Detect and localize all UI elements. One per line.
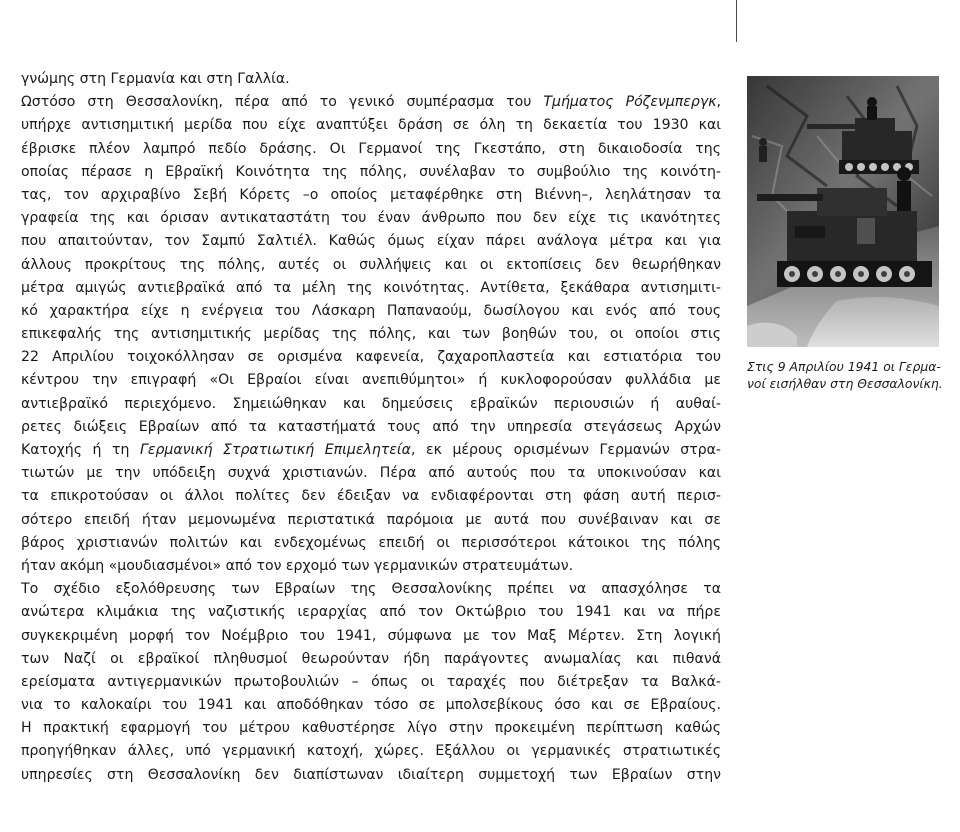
text-segment: ερείσματα αντιγερμανικών πρωτοβουλιών – όπως οι ταραχές που διέτρεξαν τα Βαλκά- (21, 673, 721, 690)
text-line (21, 764, 721, 787)
text-line (21, 717, 721, 740)
text-segment: υπήρχε αντισημιτική μερίδα που είχε αναπτύξει δράση σε όλη τη δεκαετία του 1930 και (21, 117, 721, 134)
text-segment: κέντρου την επιγραφή «Οι Εβραίοι είναι ανεπιθύμητοι» ή κυκλοφορούσαν φυλλάδια με (21, 372, 721, 389)
text-line (21, 207, 721, 230)
text-line (21, 439, 721, 462)
text-segment: που απαιτούνταν, τον Σαμπύ Σαλτιέλ. Καθώς όμως είχαν πάρει ανάλογα μέτρα και για (21, 233, 721, 250)
text-line (21, 323, 721, 346)
text-line (21, 393, 721, 416)
text-segment: μέτρα αμιγώς αντιεβραϊκά από τα μέλη της κοινότητας. Αντίθετα, ξεκάθαρα αντισημιτι- (21, 279, 721, 296)
text-segment: ανώτερα κλιμάκια της ναζιστικής ιεραρχίας από τον Οκτώβριο του 1941 και να πήρε (21, 604, 721, 621)
text-line (21, 625, 721, 648)
text-segment: αντιεβραϊκό περιεχόμενο. Σημειώθηκαν και δημεύσεις εβραϊκών περιουσιών ή αυθαί- (21, 395, 721, 412)
text-segment: γραφεία της και όρισαν αντικαταστάτη του έναν άνθρωπο που δεν είχε τις ικανότητες (21, 210, 721, 227)
text-line (21, 138, 721, 161)
text-line (21, 648, 721, 671)
caption-line-2: νοί εισήλθαν στη Θεσσαλονίκη. (747, 376, 943, 391)
text-line (21, 601, 721, 624)
text-line (21, 462, 721, 485)
text-line (21, 91, 721, 114)
text-segment: ρετες διώξεις Εβραίων από τα καταστήματά τους από την υπηρεσία στεγάσεως Αρχών (21, 418, 721, 435)
text-line (21, 114, 721, 137)
text-line (21, 300, 721, 323)
text-line (21, 369, 721, 392)
text-segment: συγκεκριμένη μορφή τον Νοέμβριο του 1941, σύμφωνα με τον Μαξ Μέρτεν. Στη λογική (21, 627, 721, 644)
text-segment: επικεφαλής της αντισημιτικής μερίδας της πόλης, και των βοηθών του, οι οποίοι στις (21, 326, 721, 343)
text-line (21, 740, 721, 763)
text-line (21, 555, 721, 578)
text-segment: τα επικροτούσαν οι άλλοι πολίτες δεν έδειξαν να ενδιαφέρονται στη φάση αυτή περισ- (21, 488, 721, 505)
italic-term: Τμήματος Ρόζενμπεργκ (543, 94, 717, 111)
text-segment: 22 Απριλίου τοιχοκόλλησαν σε ορισμένα καφενεία, ζαχαροπλαστεία και εστιατόρια του (21, 349, 721, 366)
text-segment: ήταν ακόμη «μουδιασμένοι» από τον ερχομό των γερμανικών στρατευμάτων. (21, 557, 574, 574)
text-segment: υπηρεσίες στη Θεσσαλονίκη δεν διαπίστωναν ιδιαίτερη συμμετοχή των Εβραίων στην (21, 766, 721, 783)
text-line (21, 184, 721, 207)
tank-column-photo (747, 76, 939, 347)
text-line (21, 277, 721, 300)
text-segment: των Ναζί οι εβραϊκοί πληθυσμοί θεωρούνταν ήδη παράγοντες ανωμαλίας και πιθανά (21, 650, 721, 667)
text-line (21, 161, 721, 184)
text-segment: βάρος χριστιανών πολιτών και ενδεχομένως επειδή οι περισσότεροι κάτοικοι της πόλης (21, 534, 721, 551)
margin-rule (736, 0, 737, 42)
text-line (21, 254, 721, 277)
text-segment: , εκ μέρους ορισμένων Γερμανών στρα- (410, 442, 722, 458)
text-segment: προηγήθηκαν άλλες, υπό γερμανική κατοχή, χώρες. Εξάλλου οι γερμανικές στρατιωτικές (21, 743, 721, 760)
text-segment: Κατοχής ή τη (21, 442, 140, 458)
text-line (21, 230, 721, 253)
text-segment: τιωτών με την υπόδειξη συχνά χριστιανών. Πέρα από αυτούς που τα υποκινούσαν και (21, 465, 721, 482)
text-line (21, 346, 721, 369)
text-segment: άλλους προκρίτους της πόλης, αυτές οι συλλήψεις και οι εκτοπίσεις δεν θεωρήθηκαν (21, 256, 721, 273)
text-line (21, 68, 721, 91)
text-segment: Ωστόσο στη Θεσσαλονίκη, πέρα από το γενικό συμπέρασμα του (21, 94, 544, 111)
photo-caption (747, 358, 942, 392)
text-segment: οποίας πέρασε η Εβραϊκή Κοινότητα της πόλης, συνέλαβαν το συμβούλιο της κοινότη- (21, 163, 721, 180)
historical-photo (747, 76, 939, 347)
text-line (21, 416, 721, 439)
text-line (21, 578, 721, 601)
text-line (21, 509, 721, 532)
text-segment: , (716, 94, 721, 111)
caption-line-1: Στις 9 Απριλίου 1941 οι Γερμα- (747, 359, 941, 374)
text-line (21, 485, 721, 508)
text-line (21, 671, 721, 694)
text-segment: σότερο επειδή ήταν μεμονωμένα περιστατικά παρόμοια με αυτά που συνέβαιναν και σε (21, 511, 721, 528)
text-segment: τας, τον αρχιραβίνο Σεβή Κόρετς –ο οποίος μεταφέρθηκε στη Βιέννη–, λεηλάτησαν τα (21, 186, 721, 203)
text-segment: κό χαρακτήρα είχε η ενέργεια του Λάσκαρη Παπαναούμ, δωσίλογου και ενός από τους (21, 302, 721, 319)
text-segment: έβρισκε πλέον λαμπρό πεδίο δράσης. Οι Γερμανοί της Γκεστάπο, στη δικαιοδοσία της (21, 140, 721, 157)
text-segment: νια το καλοκαίρι του 1941 και αποδόθηκαν τόσο σε μπολσεβίκους όσο και σε Εβραίους. (21, 697, 721, 714)
text-segment: γνώμης στη Γερμανία και στη Γαλλία. (21, 71, 290, 87)
text-segment: Το σχέδιο εξολόθρευσης των Εβραίων της Θεσσαλονίκης πρέπει να απασχόλησε τα (21, 581, 721, 598)
text-line (21, 532, 721, 555)
text-segment: Η πρακτική εφαρμογή του μέτρου καθυστέρησε λίγο στην προκειμένη περίπτωση καθώς (21, 720, 721, 737)
text-line (21, 694, 721, 717)
body-text-column (21, 68, 721, 787)
italic-term: Γερμανική Στρατιωτική Επιμελητεία (139, 442, 411, 458)
